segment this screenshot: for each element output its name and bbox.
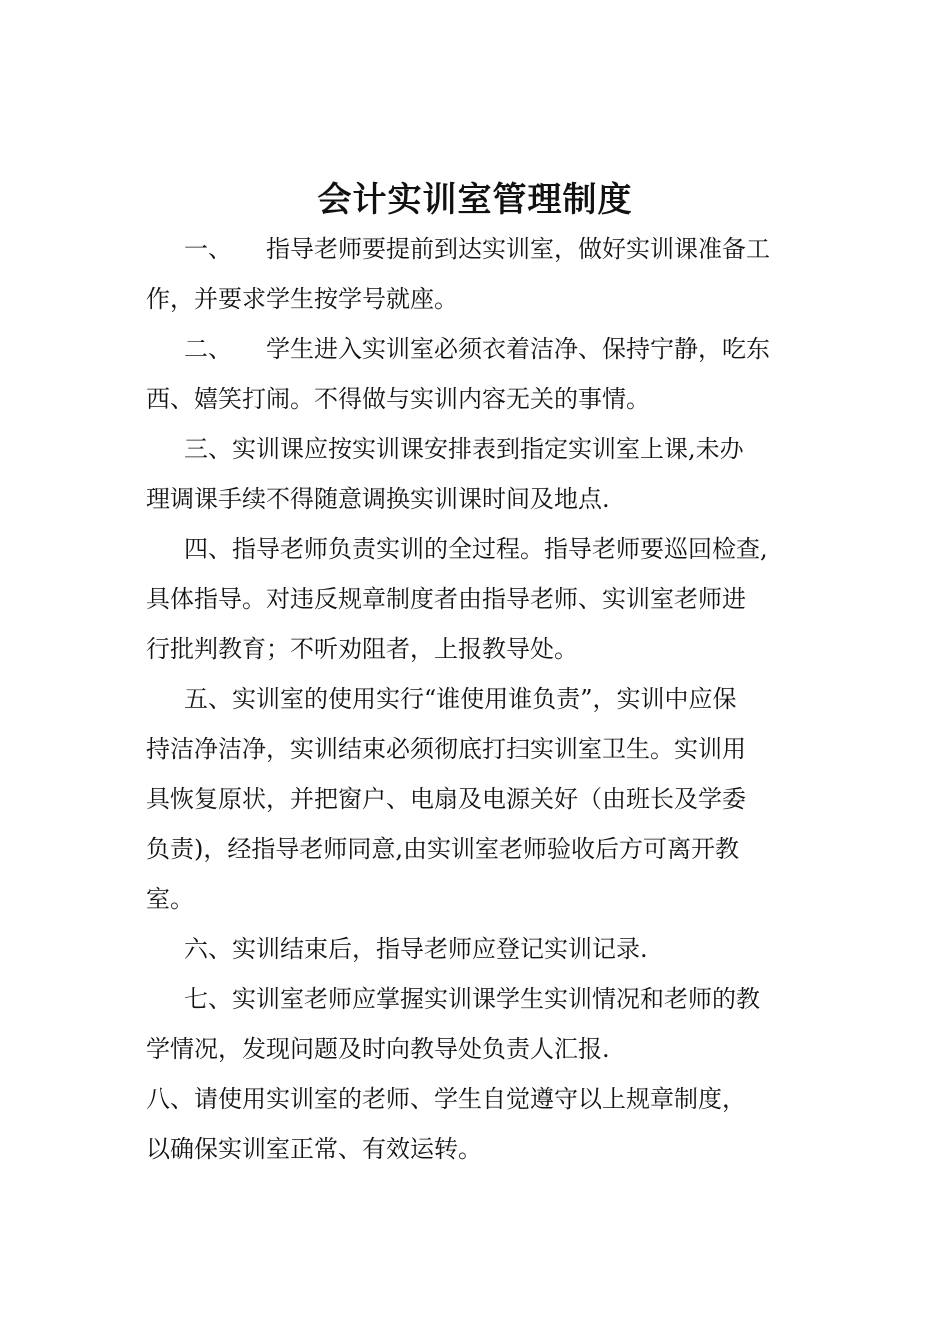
paragraph-line: 学情况，发现问题及时向教导处负责人汇报. — [146, 1035, 610, 1063]
paragraph-line: 作，并要求学生按学号就座。 — [146, 285, 458, 313]
paragraph-2 — [146, 324, 806, 424]
paragraph-line — [146, 224, 806, 274]
paragraph-6 — [146, 924, 806, 974]
paragraph-line: 具体指导。对违反规章制度者由指导老师、实训室老师进 — [146, 585, 746, 613]
paragraph-7 — [146, 974, 806, 1074]
paragraph-number: 二、 — [184, 335, 232, 363]
paragraph-line: 持洁净洁净，实训结束必须彻底打扫实训室卫生。实训用 — [146, 735, 746, 763]
paragraph-line: 五、实训室的使用实行“谁使用谁负责”，实训中应保 — [184, 685, 737, 713]
document-body — [146, 224, 806, 1174]
paragraph-8 — [146, 1074, 806, 1174]
paragraph-3 — [146, 424, 806, 524]
paragraph-line: 负责)，经指导老师同意,由实训室老师验收后方可离开教 — [146, 835, 739, 863]
document-title: 会计实训室管理制度 — [317, 180, 633, 220]
paragraph-5 — [146, 674, 806, 924]
paragraph-4 — [146, 524, 806, 674]
paragraph-line — [146, 324, 806, 374]
paragraph-line: 三、实训课应按实训课安排表到指定实训室上课,未办 — [184, 435, 744, 463]
paragraph-number: 一、 — [184, 235, 232, 263]
paragraph-line: 四、指导老师负责实训的全过程。指导老师要巡回检查, — [184, 535, 768, 563]
paragraph-line: 理调课手续不得随意调换实训课时间及地点. — [146, 485, 610, 513]
paragraph-line: 行批判教育；不听劝阻者，上报教导处。 — [146, 635, 578, 663]
paragraph-1 — [146, 224, 806, 324]
paragraph-line: 具恢复原状，并把窗户、电扇及电源关好（由班长及学委 — [146, 785, 746, 813]
paragraph-line: 六、实训结束后，指导老师应登记实训记录. — [184, 935, 648, 963]
paragraph-line: 以确保实训室正常、有效运转。 — [146, 1135, 482, 1163]
paragraph-text: 指导老师要提前到达实训室，做好实训课准备工 — [266, 235, 770, 263]
paragraph-text: 学生进入实训室必须衣着洁净、保持宁静，吃东 — [266, 335, 770, 363]
paragraph-line: 西、嬉笑打闹。不得做与实训内容无关的事情。 — [146, 385, 650, 413]
paragraph-line: 八、请使用实训室的老师、学生自觉遵守以上规章制度， — [146, 1085, 746, 1113]
paragraph-line: 室。 — [146, 885, 194, 913]
paragraph-line: 七、实训室老师应掌握实训课学生实训情况和老师的教 — [184, 985, 760, 1013]
